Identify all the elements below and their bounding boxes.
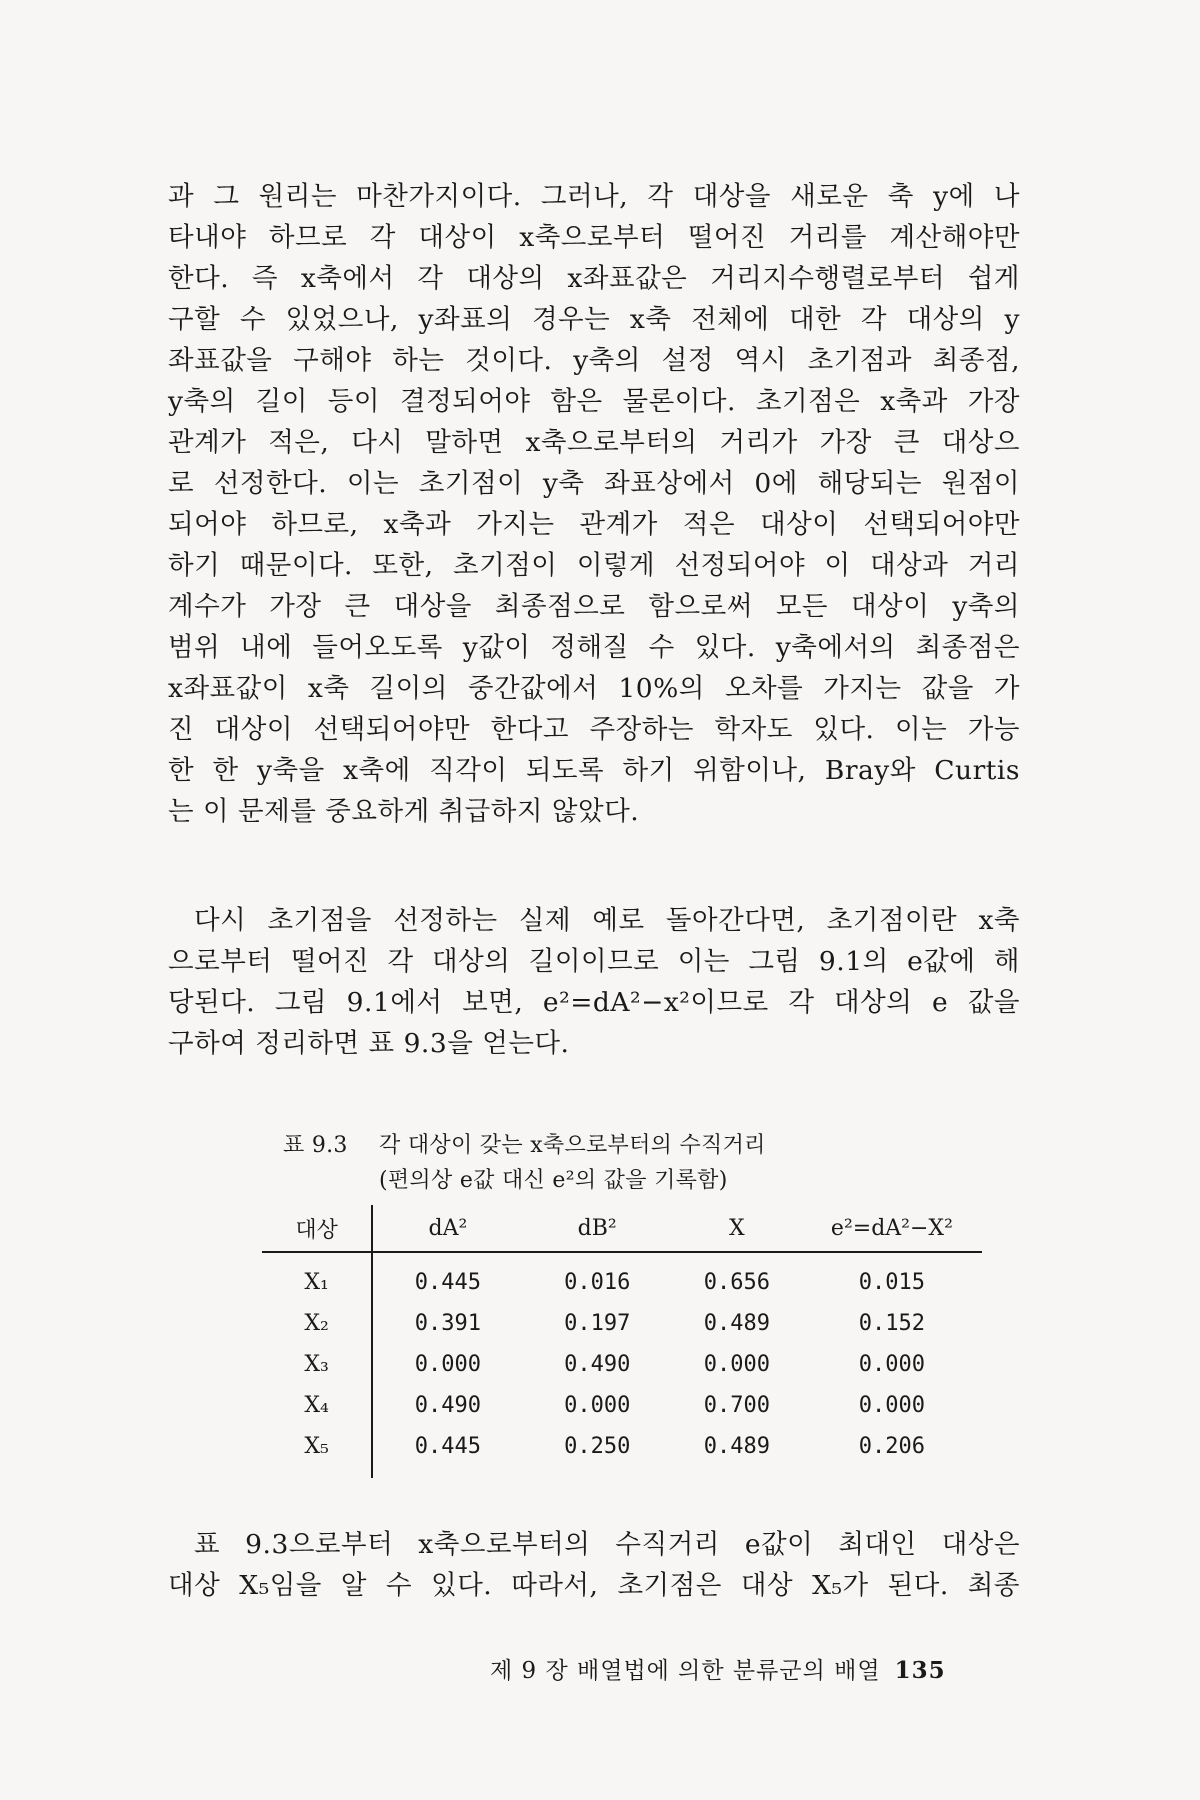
text-line: 대상 X₅임을 알 수 있다. 따라서, 초기점은 대상 X₅가 된다. 최종 <box>168 1570 1020 1601</box>
cell: 0.445 <box>414 1270 482 1295</box>
text-line: 로 선정한다. 이는 초기점이 y축 좌표상에서 0에 해당되는 원점이 <box>168 468 1020 499</box>
cell: 0.016 <box>564 1270 631 1295</box>
cell: 0.391 <box>414 1311 482 1336</box>
text-line: 진 대상이 선택되어야만 한다고 주장하는 학자도 있다. 이는 가능 <box>168 714 1020 745</box>
text-line: 당된다. 그림 9.1에서 보면, e²=dA²−x²이므로 각 대상의 e 값을 <box>168 987 1020 1018</box>
text-line: 되어야 하므로, x축과 가지는 관계가 적은 대상이 선택되어야만 <box>168 509 1020 540</box>
cell: 0.206 <box>858 1434 926 1459</box>
text-line: 으로부터 떨어진 각 대상의 길이이므로 이는 그림 9.1의 e값에 해 <box>168 946 1020 977</box>
cell: 0.015 <box>858 1270 926 1295</box>
text-line: 는 이 문제를 중요하게 취급하지 않았다. <box>168 796 640 827</box>
cell-object: X₂ <box>262 1303 372 1344</box>
cell: 0.489 <box>703 1434 770 1459</box>
page-footer <box>490 1652 946 1685</box>
text-line: 한 한 y축을 x축에 직각이 되도록 하기 위함이나, Bray와 Curtis <box>168 755 1020 786</box>
table-row <box>262 1252 982 1303</box>
cell: 0.445 <box>414 1434 482 1459</box>
table-label: 표 9.3 <box>283 1133 348 1158</box>
cell: 0.656 <box>703 1270 770 1295</box>
cell: 0.250 <box>564 1434 631 1459</box>
header-e2: e²=dA²−X² <box>802 1205 982 1252</box>
cell: 0.197 <box>564 1311 631 1336</box>
text-line: 범위 내에 들어오도록 y값이 정해질 수 있다. y축에서의 최종점은 <box>168 632 1020 663</box>
text-line: 좌표값을 구해야 하는 것이다. y축의 설정 역시 초기점과 최종점, <box>168 345 1020 376</box>
cell-object: X₃ <box>262 1344 372 1385</box>
text-line: 구할 수 있었으나, y좌표의 경우는 x축 전체에 대한 각 대상의 y <box>168 304 1020 335</box>
table-row <box>262 1385 982 1426</box>
paragraph-2 <box>168 900 1020 1064</box>
distance-table <box>262 1205 982 1478</box>
text-line: 구하여 정리하면 표 9.3을 얻는다. <box>168 1028 570 1059</box>
table-row <box>262 1426 982 1478</box>
cell: 0.000 <box>414 1352 482 1377</box>
cell-object: X₁ <box>262 1252 372 1303</box>
page-number: 135 <box>894 1657 946 1684</box>
text-line: 다시 초기점을 선정하는 실제 예로 돌아간다면, 초기점이란 x축 <box>194 905 1020 936</box>
cell: 0.489 <box>703 1311 770 1336</box>
cell: 0.000 <box>858 1393 926 1418</box>
cell-object: X₅ <box>262 1426 372 1478</box>
text-line: 타내야 하므로 각 대상이 x축으로부터 떨어진 거리를 계산해야만 <box>168 222 1020 253</box>
text-line: 표 9.3으로부터 x축으로부터의 수직거리 e값이 최대인 대상은 <box>194 1529 1020 1560</box>
text-line: 계수가 가장 큰 대상을 최종점으로 함으로써 모든 대상이 y축의 <box>168 591 1020 622</box>
cell-object: X₄ <box>262 1385 372 1426</box>
text-line: y축의 길이 등이 결정되어야 함은 물론이다. 초기점은 x축과 가장 <box>168 386 1020 417</box>
cell: 0.000 <box>703 1352 770 1377</box>
cell: 0.490 <box>564 1352 631 1377</box>
text-line: 관계가 적은, 다시 말하면 x축으로부터의 거리가 가장 큰 대상으 <box>168 427 1020 458</box>
table-caption-title: 각 대상이 갖는 x축으로부터의 수직거리 <box>379 1133 766 1158</box>
text-line: 과 그 원리는 마찬가지이다. 그러나, 각 대상을 새로운 축 y에 나 <box>168 181 1020 212</box>
table-caption <box>283 1128 766 1198</box>
header-da2: dA² <box>372 1205 522 1252</box>
cell: 0.000 <box>564 1393 631 1418</box>
cell: 0.152 <box>858 1311 926 1336</box>
header-db2: dB² <box>523 1205 672 1252</box>
header-object: 대상 <box>262 1205 372 1252</box>
cell: 0.000 <box>858 1352 926 1377</box>
chapter-title: 제 9 장 배열법에 의한 분류군의 배열 <box>490 1658 881 1684</box>
table-caption-note: (편의상 e값 대신 e²의 값을 기록함) <box>379 1168 728 1193</box>
cell: 0.490 <box>414 1393 482 1418</box>
text-line: 한다. 즉 x축에서 각 대상의 x좌표값은 거리지수행렬로부터 쉽게 <box>168 263 1020 294</box>
table-row <box>262 1303 982 1344</box>
header-x: X <box>672 1205 802 1252</box>
table-header-row <box>262 1205 982 1252</box>
text-line: x좌표값이 x축 길이의 중간값에서 10%의 오차를 가지는 값을 가 <box>168 673 1020 704</box>
paragraph-1 <box>168 176 1020 832</box>
text-line: 하기 때문이다. 또한, 초기점이 이렇게 선정되어야 이 대상과 거리 <box>168 550 1020 581</box>
paragraph-3 <box>168 1524 1020 1606</box>
cell: 0.700 <box>703 1393 770 1418</box>
table-row <box>262 1344 982 1385</box>
